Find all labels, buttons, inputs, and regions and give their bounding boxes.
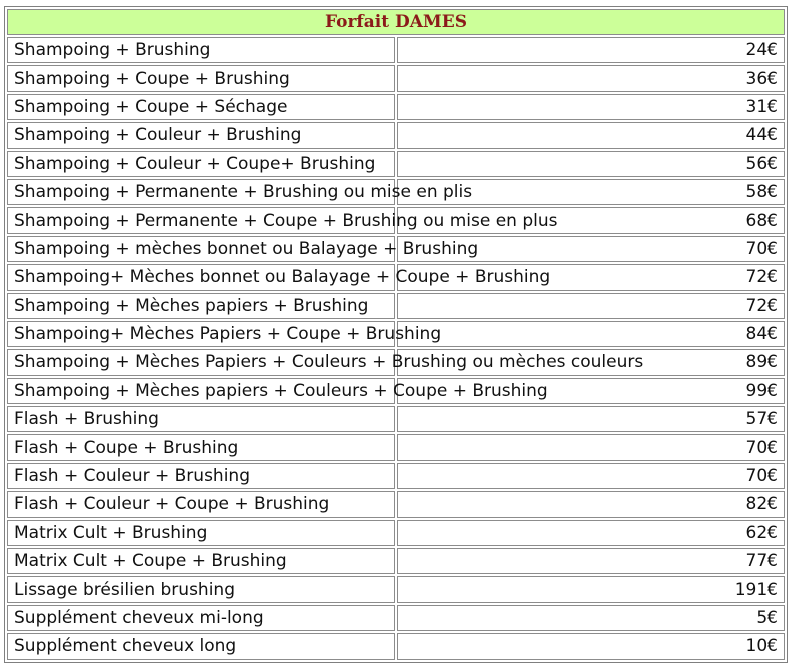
table-row [7, 406, 785, 432]
service-name: Shampoing + Permanente + Brushing ou mise en plis [7, 179, 395, 205]
service-price: 82€ [397, 491, 785, 517]
service-name: Flash + Coupe + Brushing [7, 434, 395, 460]
service-name: Lissage brésilien brushing [7, 576, 395, 602]
price-list-body [7, 9, 785, 660]
service-name: Shampoing + Brushing [7, 37, 395, 63]
service-name: Shampoing + Couleur + Brushing [7, 122, 395, 148]
service-price: 77€ [397, 548, 785, 574]
service-name: Flash + Couleur + Coupe + Brushing [7, 491, 395, 517]
service-price: 70€ [397, 463, 785, 489]
service-name: Shampoing + Couleur + Coupe+ Brushing [7, 151, 395, 177]
service-price: 44€ [397, 122, 785, 148]
service-price: 68€ [397, 207, 785, 233]
table-row [7, 463, 785, 489]
service-price: 191€ [397, 576, 785, 602]
service-name: Shampoing + Coupe + Séchage [7, 94, 395, 120]
table-header-row [7, 9, 785, 35]
service-price: 10€ [397, 633, 785, 659]
table-row [7, 264, 785, 290]
table-row [7, 179, 785, 205]
service-price: 24€ [397, 37, 785, 63]
price-list-table [4, 6, 788, 663]
table-row [7, 633, 785, 659]
service-name: Shampoing+ Mèches bonnet ou Balayage + Coupe + Brushing [7, 264, 395, 290]
service-price: 31€ [397, 94, 785, 120]
service-name: Matrix Cult + Brushing [7, 520, 395, 546]
service-price: 84€ [397, 321, 785, 347]
table-row [7, 122, 785, 148]
service-name: Shampoing + mèches bonnet ou Balayage + Brushing [7, 236, 395, 262]
service-price: 5€ [397, 605, 785, 631]
service-price: 36€ [397, 65, 785, 91]
service-name: Supplément cheveux long [7, 633, 395, 659]
service-name: Shampoing + Mèches papiers + Brushing [7, 293, 395, 319]
service-name: Shampoing + Permanente + Coupe + Brushing ou mise en plus [7, 207, 395, 233]
service-name: Flash + Brushing [7, 406, 395, 432]
table-row [7, 151, 785, 177]
service-price: 56€ [397, 151, 785, 177]
service-name: Matrix Cult + Coupe + Brushing [7, 548, 395, 574]
service-price: 70€ [397, 236, 785, 262]
table-row [7, 207, 785, 233]
table-row [7, 605, 785, 631]
table-row [7, 548, 785, 574]
service-price: 72€ [397, 293, 785, 319]
table-row [7, 378, 785, 404]
table-row [7, 293, 785, 319]
table-row [7, 491, 785, 517]
service-price: 62€ [397, 520, 785, 546]
table-row [7, 65, 785, 91]
service-name: Shampoing + Coupe + Brushing [7, 65, 395, 91]
service-price: 70€ [397, 434, 785, 460]
table-row [7, 520, 785, 546]
service-name: Shampoing+ Mèches Papiers + Coupe + Brushing [7, 321, 395, 347]
service-name: Shampoing + Mèches papiers + Couleurs + Coupe + Brushing [7, 378, 395, 404]
table-row [7, 37, 785, 63]
service-name: Shampoing + Mèches Papiers + Couleurs + Brushing ou mèches couleurs [7, 349, 395, 375]
service-price: 58€ [397, 179, 785, 205]
table-row [7, 349, 785, 375]
table-row [7, 321, 785, 347]
service-name: Supplément cheveux mi-long [7, 605, 395, 631]
table-row [7, 236, 785, 262]
table-row [7, 94, 785, 120]
service-name: Flash + Couleur + Brushing [7, 463, 395, 489]
table-row [7, 434, 785, 460]
table-title: Forfait DAMES [7, 9, 785, 35]
service-price: 57€ [397, 406, 785, 432]
service-price: 99€ [397, 378, 785, 404]
service-price: 89€ [397, 349, 785, 375]
service-price: 72€ [397, 264, 785, 290]
table-row [7, 576, 785, 602]
